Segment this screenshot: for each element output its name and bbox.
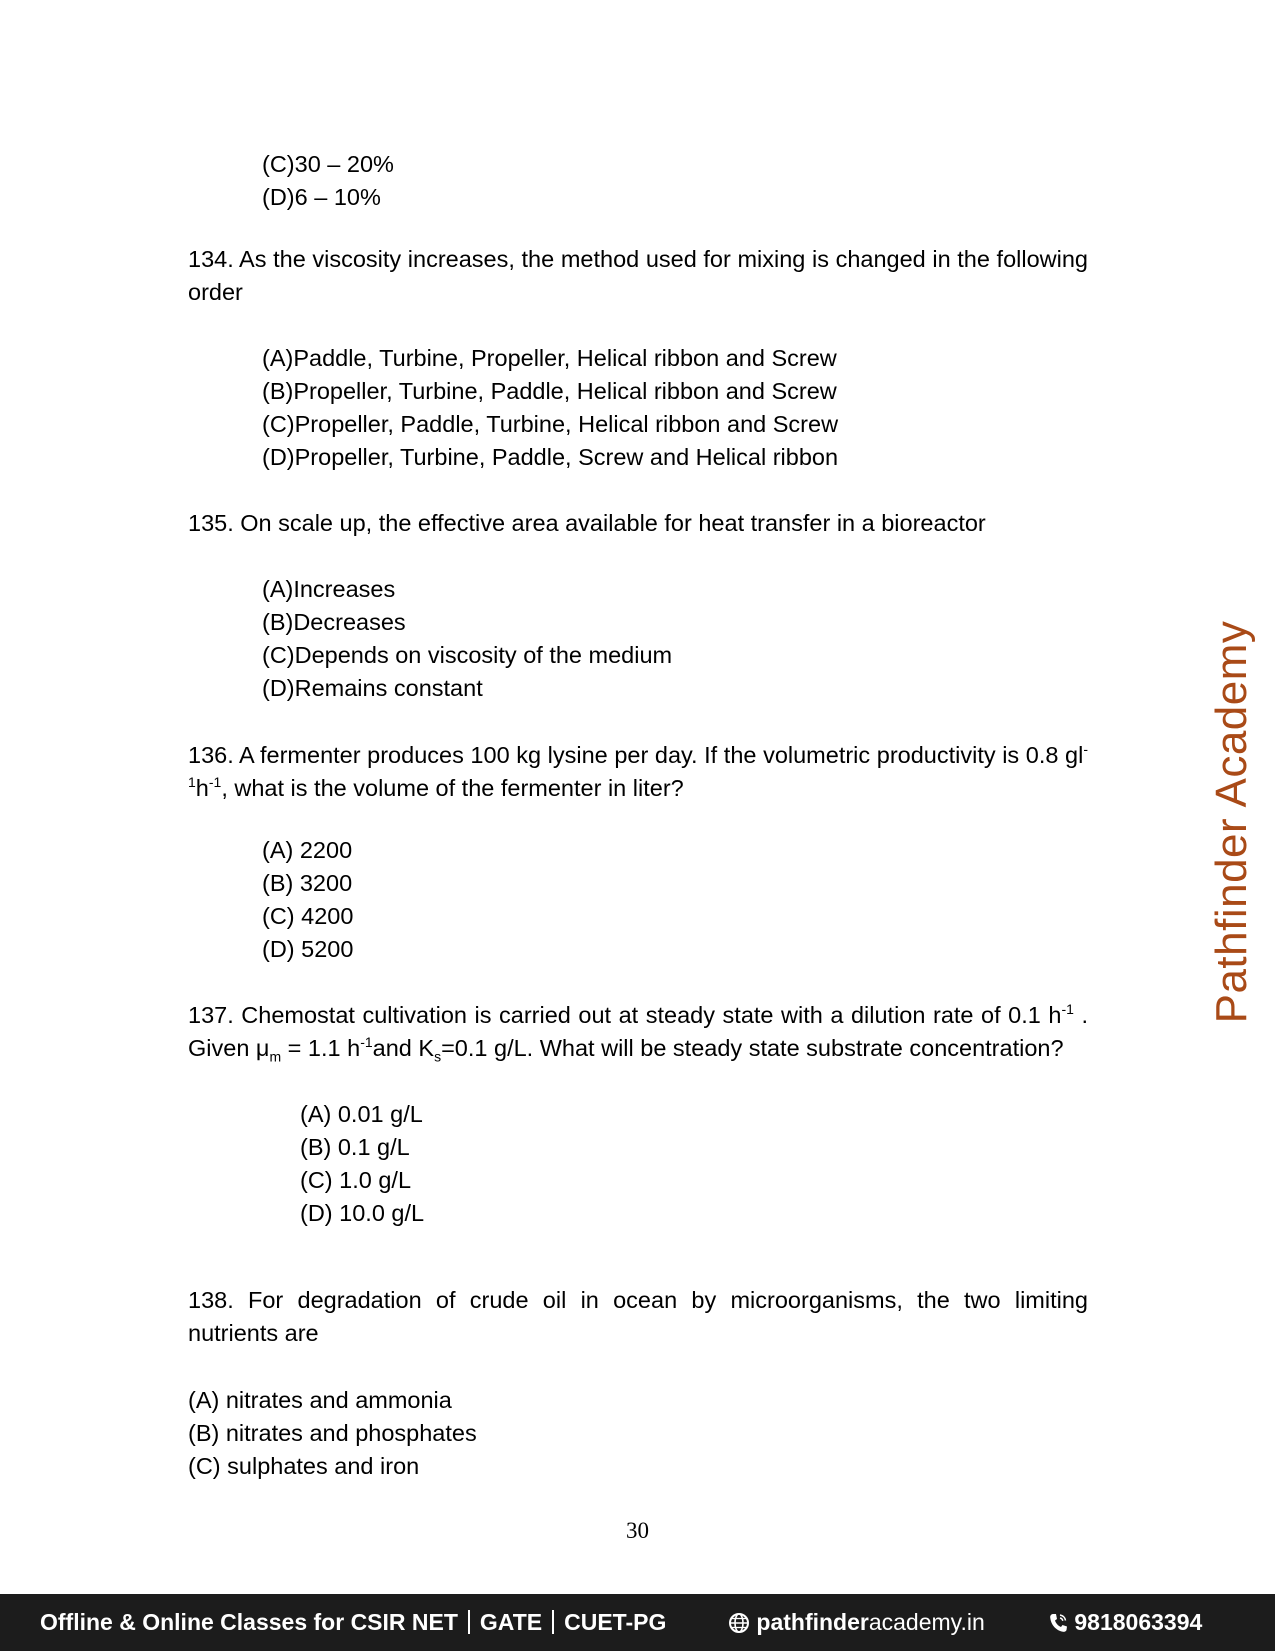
- list-item: [300, 1197, 424, 1230]
- question-text: , what is the volume of the fermenter in liter?: [221, 775, 684, 801]
- option-label: (C): [262, 411, 295, 437]
- list-item: [300, 1131, 410, 1164]
- footer-gate-text: GATE: [479, 1609, 543, 1635]
- subscript: m: [269, 1048, 282, 1065]
- option-text: sulphates and iron: [227, 1453, 420, 1479]
- option-text: 3200: [299, 870, 353, 896]
- question-text: 136. A fermenter produces 100 kg lysine per day. If the volumetric productivity is 0.8 gl: [188, 742, 1084, 768]
- option-text: 30 – 20%: [294, 151, 394, 177]
- list-item: [262, 900, 353, 933]
- superscript: -1: [1061, 1001, 1074, 1018]
- option-label: (B): [300, 1134, 332, 1160]
- divider: [468, 1610, 470, 1634]
- list-item: [262, 375, 837, 408]
- list-item: [300, 1098, 423, 1131]
- question-text: 137. Chemostat cultivation is carried out at steady state with a dilution rate of 0.1 h: [188, 1002, 1062, 1028]
- option-text: 0.1 g/L: [337, 1134, 410, 1160]
- option-label: (B): [262, 870, 294, 896]
- option-label: (D): [262, 936, 295, 962]
- option-label: (B): [262, 378, 294, 404]
- list-item: [262, 408, 838, 441]
- option-label: (C): [262, 151, 295, 177]
- superscript: -1: [360, 1034, 373, 1051]
- option-label: (A): [188, 1387, 220, 1413]
- divider: [552, 1610, 554, 1634]
- list-item: [262, 672, 483, 705]
- footer-classes-text: Offline & Online Classes for CSIR NET: [40, 1609, 458, 1635]
- option-text: Depends on viscosity of the medium: [294, 642, 673, 668]
- subscript: s: [434, 1048, 442, 1065]
- option-label: (A): [300, 1101, 332, 1127]
- list-item: [300, 1164, 411, 1197]
- option-text: Increases: [293, 576, 396, 602]
- watermark: Pathfinder Academy: [1207, 620, 1256, 1024]
- question-text: h: [195, 775, 209, 801]
- list-item: [262, 573, 395, 606]
- website-plain: academy.in: [868, 1609, 985, 1635]
- option-text: 0.01 g/L: [337, 1101, 423, 1127]
- list-item: [188, 1384, 452, 1417]
- list-item: [262, 148, 394, 181]
- list-item: [262, 441, 838, 474]
- option-text: Propeller, Turbine, Paddle, Screw and Helical ribbon: [294, 444, 839, 470]
- question-135: 135. On scale up, the effective area available for heat transfer in a bioreactor: [188, 510, 986, 536]
- footer-cuet-text: CUET-PG: [564, 1609, 667, 1635]
- option-label: (C): [262, 903, 295, 929]
- list-item: [262, 342, 837, 375]
- option-text: 5200: [301, 936, 354, 962]
- question-text: and K: [372, 1035, 435, 1061]
- option-label: (C): [262, 642, 295, 668]
- option-text: 6 – 10%: [294, 184, 381, 210]
- footer-phone[interactable]: [1048, 1609, 1202, 1636]
- option-label: (B): [262, 609, 294, 635]
- option-text: Remains constant: [294, 675, 483, 701]
- option-text: Paddle, Turbine, Propeller, Helical ribbon and Screw: [293, 345, 837, 371]
- list-item: [262, 606, 406, 639]
- option-text: Decreases: [293, 609, 406, 635]
- phone-number: 9818063394: [1074, 1609, 1203, 1635]
- list-item: [262, 867, 352, 900]
- question-text: =0.1 g/L. What will be steady state substrate concentration?: [441, 1035, 1064, 1061]
- option-label: (A): [262, 576, 294, 602]
- option-text: 4200: [301, 903, 354, 929]
- page-number: 30: [626, 1518, 649, 1543]
- question-134: 134. As the viscosity increases, the method used for mixing is changed in the following order: [188, 246, 1088, 305]
- option-text: 10.0 g/L: [339, 1200, 425, 1226]
- globe-icon: [728, 1609, 750, 1635]
- option-label: (D): [300, 1200, 333, 1226]
- option-label: (A): [262, 837, 294, 863]
- option-text: Propeller, Turbine, Paddle, Helical ribbon and Screw: [293, 378, 837, 404]
- website-bold: pathfinder: [756, 1609, 869, 1635]
- option-text: 1.0 g/L: [339, 1167, 412, 1193]
- footer-courses: [40, 1609, 666, 1636]
- option-text: nitrates and phosphates: [225, 1420, 477, 1446]
- list-item: [188, 1417, 477, 1450]
- list-item: [262, 639, 672, 672]
- option-label: (B): [188, 1420, 220, 1446]
- phone-icon: [1048, 1609, 1068, 1635]
- option-text: 2200: [299, 837, 353, 863]
- list-item: [262, 181, 381, 214]
- list-item: [188, 1450, 419, 1483]
- footer-bar: [0, 1594, 1275, 1651]
- option-label: (C): [300, 1167, 333, 1193]
- question-text: = 1.1 h: [281, 1035, 361, 1061]
- superscript: -1: [208, 774, 222, 791]
- list-item: [262, 834, 352, 867]
- question-text: . Given μ: [188, 1002, 1088, 1061]
- superscript: -1: [188, 741, 1088, 791]
- option-text: nitrates and ammonia: [225, 1387, 452, 1413]
- option-label: (D): [262, 444, 295, 470]
- option-label: (D): [262, 184, 295, 210]
- question-137: [188, 999, 1088, 1065]
- question-136: [188, 739, 1088, 805]
- option-label: (A): [262, 345, 294, 371]
- option-label: (D): [262, 675, 295, 701]
- question-138: 138. For degradation of crude oil in ocean by microorganisms, the two limiting nutrients are: [188, 1287, 1088, 1346]
- list-item: [262, 933, 353, 966]
- footer-website[interactable]: [728, 1609, 985, 1636]
- option-label: (C): [188, 1453, 221, 1479]
- option-text: Propeller, Paddle, Turbine, Helical ribbon and Screw: [294, 411, 839, 437]
